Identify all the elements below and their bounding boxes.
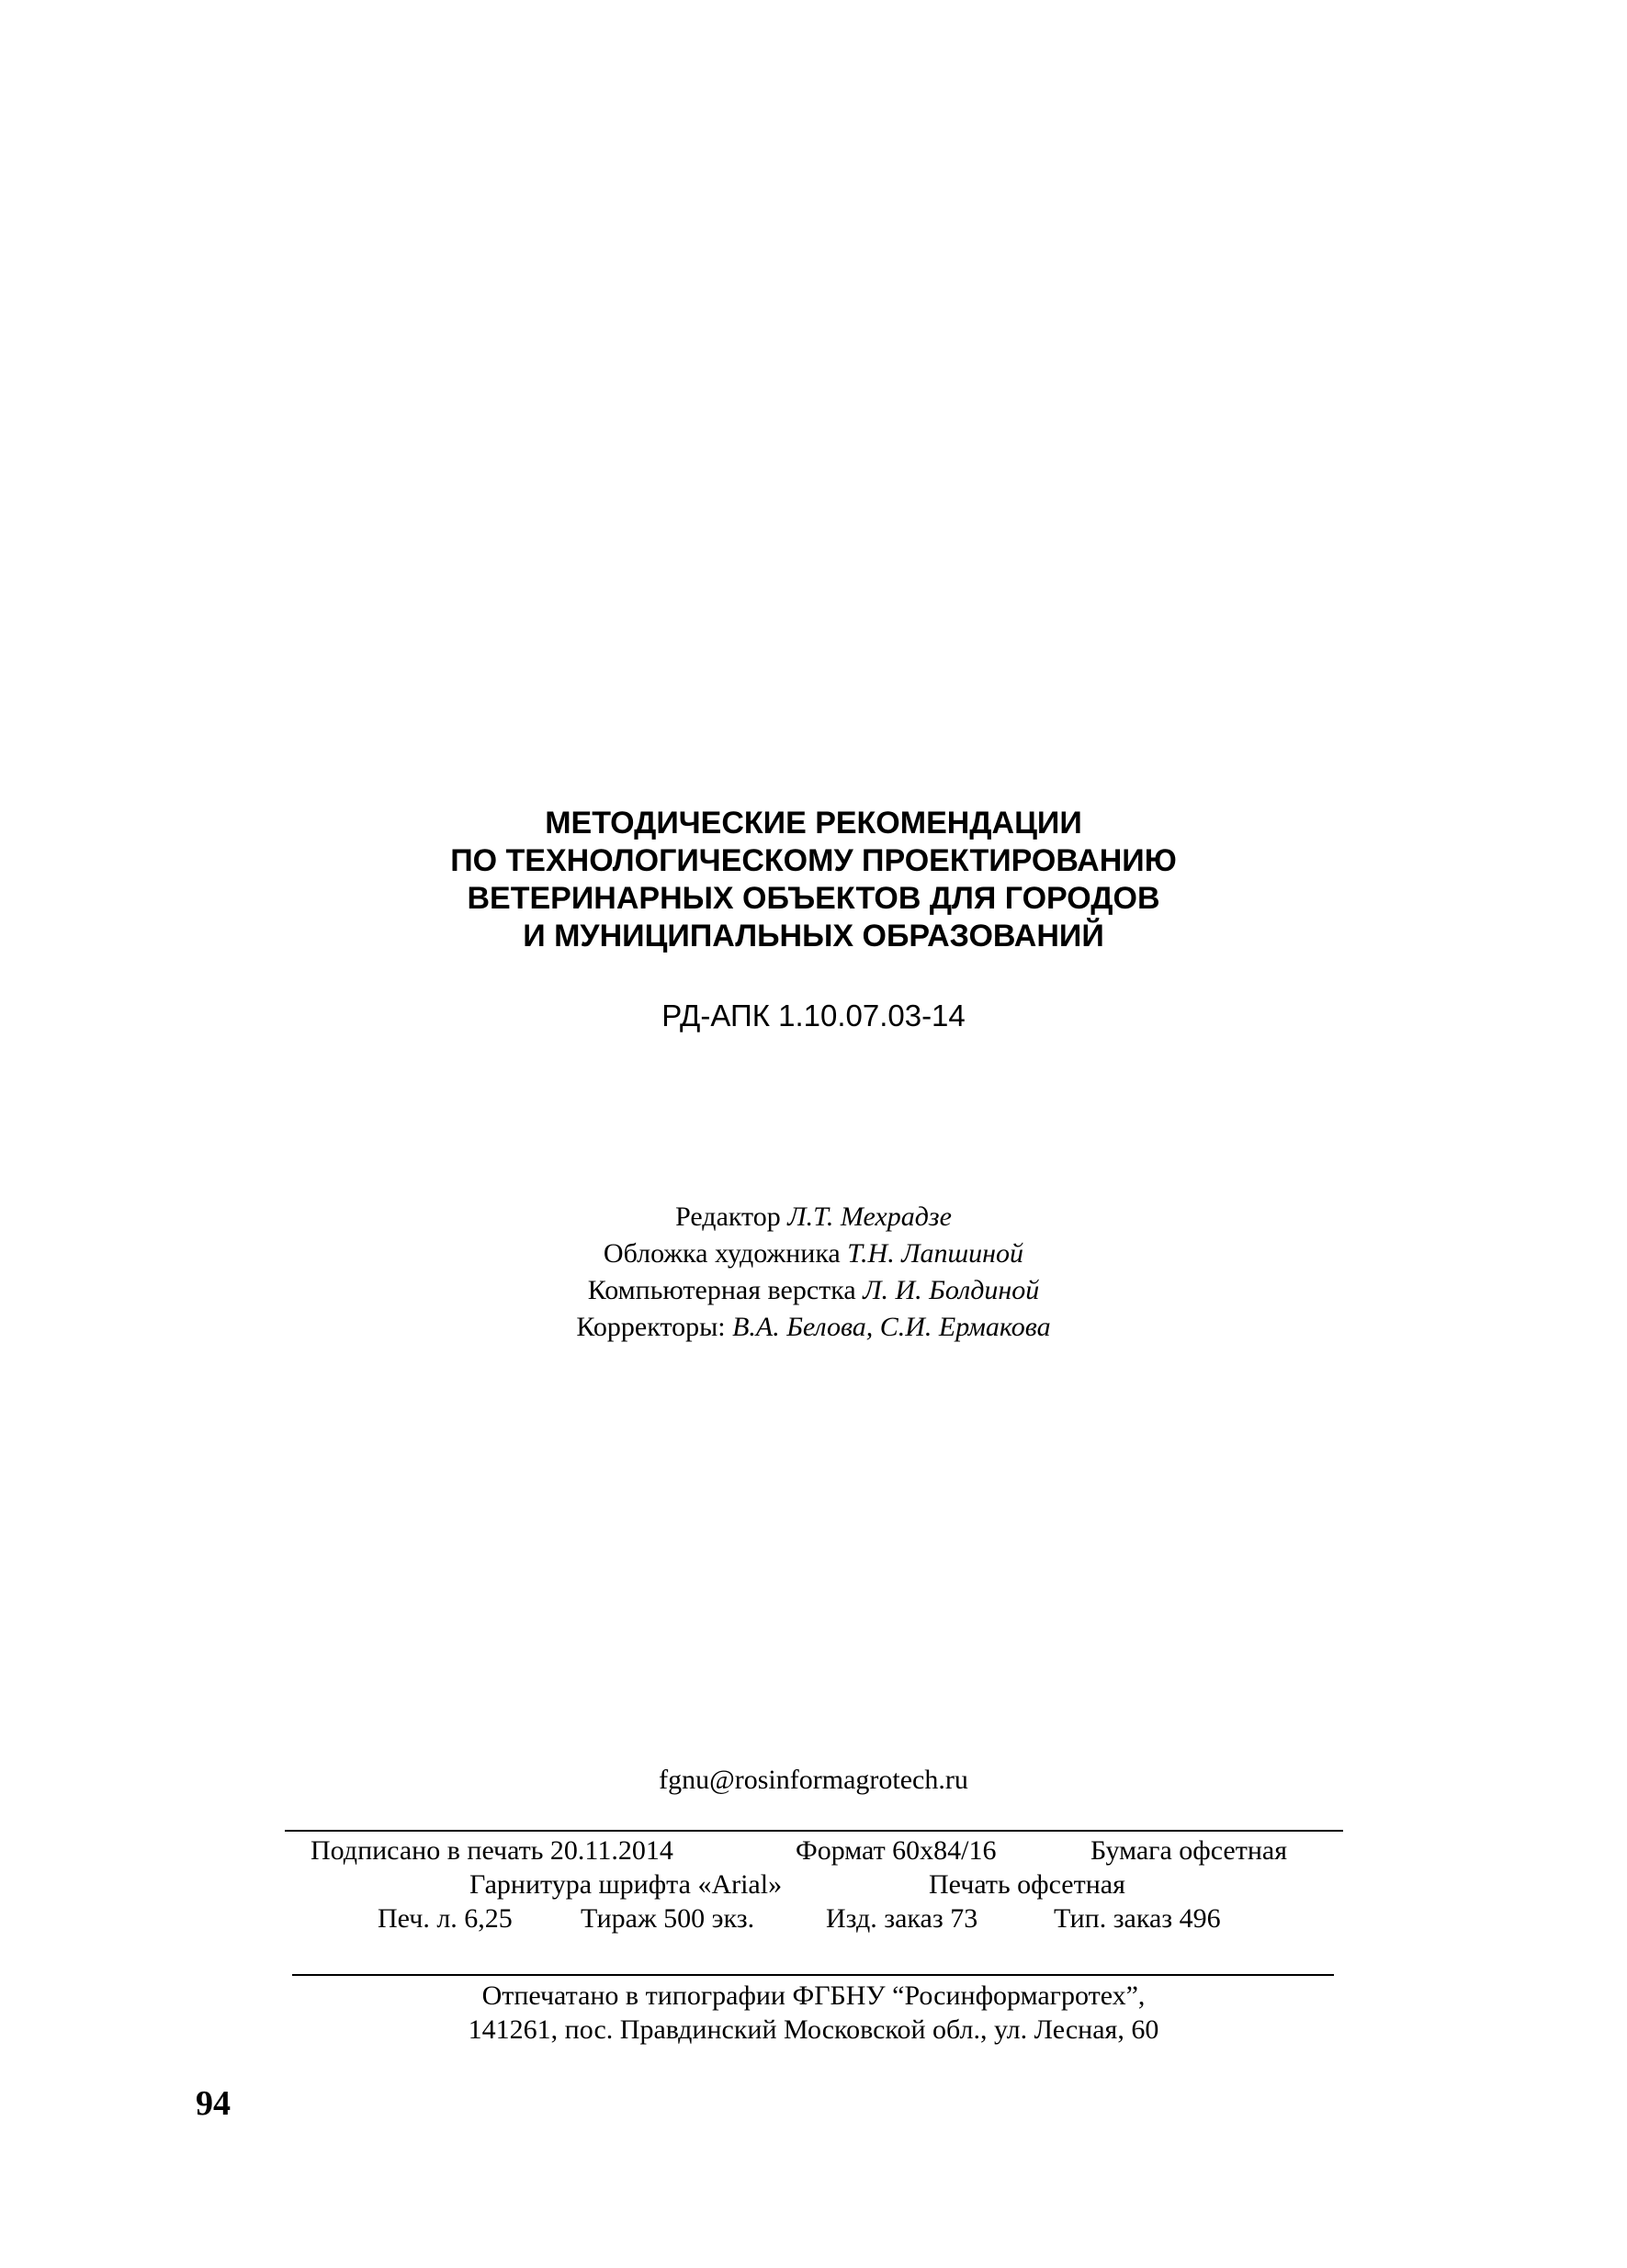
credit-editor	[0, 1199, 1627, 1236]
printer-info	[0, 1979, 1627, 2047]
printer-line: Отпечатано в типографии ФГБНУ “Росинформагротех”,	[481, 1980, 1146, 2011]
document-code: РД-АПК 1.10.07.03-14	[661, 999, 966, 1032]
credit-role: Редактор	[675, 1202, 788, 1232]
title-line: И МУНИЦИПАЛЬНЫХ ОБРАЗОВАНИЙ	[523, 919, 1104, 953]
credit-person: Т.Н. Лапшиной	[847, 1238, 1024, 1269]
imprint-font: Гарнитура шрифта «Arial»	[469, 1869, 783, 1900]
imprint-sheets: Печ. л. 6,25	[378, 1903, 513, 1934]
imprint-signed: Подписано в печать 20.11.2014	[311, 1835, 673, 1866]
document-title	[0, 805, 1627, 955]
credit-cover-artist	[0, 1236, 1627, 1272]
imprint-row-2	[0, 1868, 1627, 1901]
credit-proofreaders	[0, 1309, 1627, 1346]
imprint-printing: Печать офсетная	[929, 1869, 1125, 1900]
contact-email: fgnu@rosinformagrotech.ru	[659, 1765, 968, 1795]
imprint-row-1	[0, 1834, 1627, 1867]
divider-bottom	[292, 1974, 1334, 1976]
credits-block	[0, 1199, 1627, 1346]
printer-address: 141261, пос. Правдинский Московской обл., ул. Лесная, 60	[468, 2014, 1159, 2045]
imprint-circulation: Тираж 500 экз.	[581, 1903, 755, 1934]
imprint-publisher-order: Изд. заказ 73	[826, 1903, 978, 1934]
title-line: ПО ТЕХНОЛОГИЧЕСКОМУ ПРОЕКТИРОВАНИЮ	[450, 843, 1177, 878]
credit-person: Л. И. Болдиной	[863, 1275, 1040, 1305]
credit-person: В.А. Белова, С.И. Ермакова	[732, 1312, 1051, 1342]
credit-layout	[0, 1272, 1627, 1309]
credit-role: Корректоры:	[576, 1312, 733, 1342]
imprint-format: Формат 60x84/16	[796, 1835, 997, 1866]
imprint-paper: Бумага офсетная	[1090, 1835, 1288, 1866]
title-line: МЕТОДИЧЕСКИЕ РЕКОМЕНДАЦИИ	[545, 806, 1082, 841]
imprint-print-order: Тип. заказ 496	[1054, 1903, 1221, 1934]
credit-person: Л.Т. Мехрадзе	[787, 1202, 952, 1232]
title-line: ВЕТЕРИНАРНЫХ ОБЪЕКТОВ ДЛЯ ГОРОДОВ	[467, 881, 1160, 916]
page-number: 94	[196, 2084, 231, 2123]
divider-top	[285, 1830, 1343, 1832]
imprint-row-3	[0, 1902, 1627, 1935]
credit-role: Компьютерная верстка	[587, 1275, 864, 1305]
credit-role: Обложка художника	[603, 1238, 848, 1269]
